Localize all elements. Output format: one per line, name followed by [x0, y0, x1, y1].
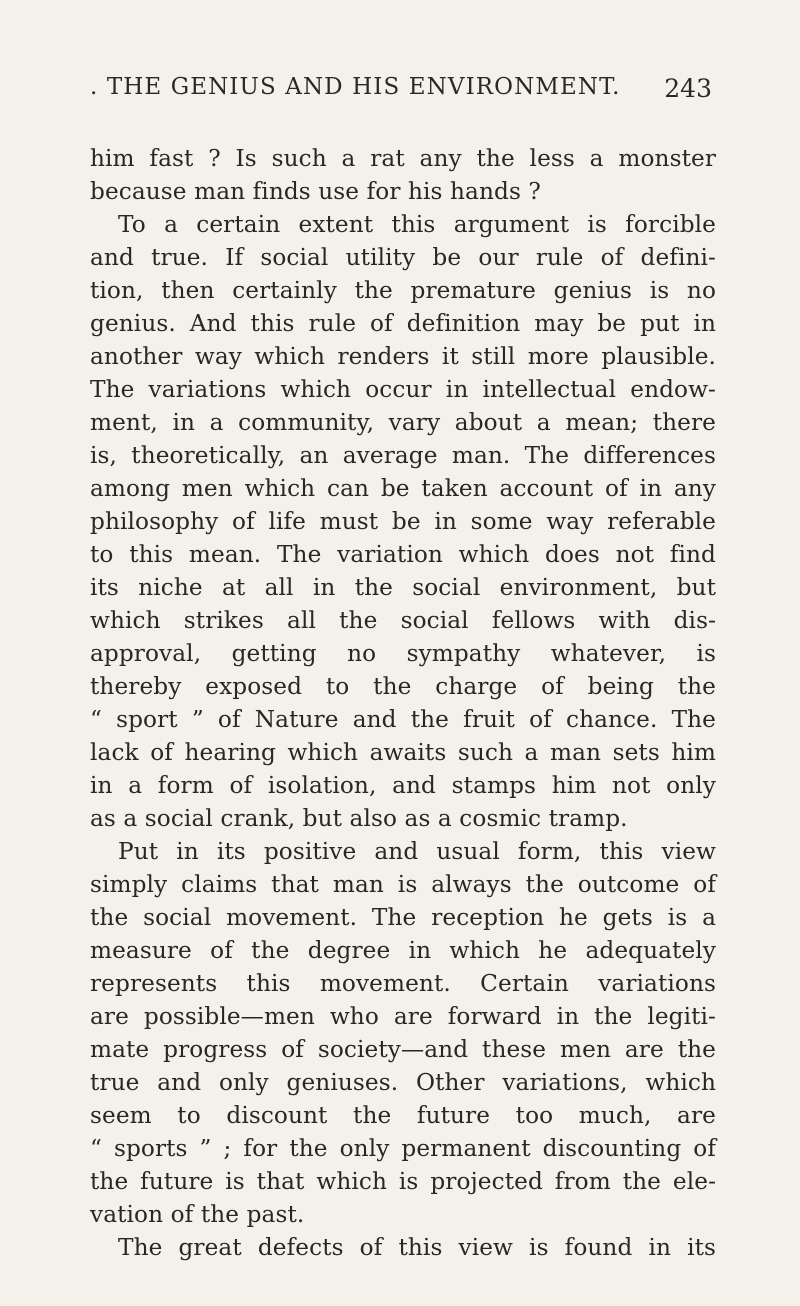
- text-line: which strikes all the social fellows with dis-: [90, 607, 716, 634]
- text-line: because man finds use for his hands ?: [90, 178, 541, 205]
- text-line: lack of hearing which awaits such a man sets him: [90, 739, 716, 766]
- text-line: another way which renders it still more plausible.: [90, 343, 716, 370]
- text-line: vation of the past.: [90, 1201, 305, 1228]
- text-line: represents this movement. Certain variations: [90, 970, 716, 997]
- text-line: The great defects of this view is found in its: [118, 1234, 716, 1261]
- text-line: mate progress of society—and these men are the: [90, 1036, 716, 1063]
- running-title: . THE GENIUS AND HIS ENVIRONMENT.: [90, 74, 621, 100]
- text-line: philosophy of life must be in some way referable: [90, 508, 716, 535]
- text-line: its niche at all in the social environment, but: [90, 574, 716, 601]
- text-line: to this mean. The variation which does not find: [90, 541, 716, 568]
- text-line: him fast ? Is such a rat any the less a monster: [90, 145, 716, 172]
- text-line: true and only geniuses. Other variations, which: [90, 1069, 716, 1096]
- body-text: [90, 142, 716, 1264]
- text-line: as a social crank, but also as a cosmic tramp.: [90, 805, 628, 832]
- text-line: “ sport ” of Nature and the fruit of chance. The: [90, 706, 716, 733]
- text-line: genius. And this rule of definition may be put in: [90, 310, 716, 337]
- text-line: tion, then certainly the premature genius is no: [90, 277, 716, 304]
- text-line: are possible—men who are forward in the legiti-: [90, 1003, 716, 1030]
- text-line: among men which can be taken account of in any: [90, 475, 716, 502]
- text-line: the social movement. The reception he gets is a: [90, 904, 716, 931]
- text-line: in a form of isolation, and stamps him not only: [90, 772, 716, 799]
- text-line: approval, getting no sympathy whatever, is: [90, 640, 716, 667]
- text-line: simply claims that man is always the outcome of: [90, 871, 716, 898]
- running-head: [90, 74, 712, 114]
- text-line: and true. If social utility be our rule of defini-: [90, 244, 716, 271]
- text-line: seem to discount the future too much, are: [90, 1102, 716, 1129]
- text-line: measure of the degree in which he adequately: [90, 937, 716, 964]
- text-line: “ sports ” ; for the only permanent discounting of: [90, 1135, 716, 1162]
- text-line: ment, in a community, vary about a mean; there: [90, 409, 716, 436]
- text-line: is, theoretically, an average man. The differences: [90, 442, 716, 469]
- text-line: The variations which occur in intellectual endow-: [90, 376, 716, 403]
- text-line: the future is that which is projected from the ele-: [90, 1168, 716, 1195]
- page-number: 243: [664, 74, 712, 103]
- text-line: Put in its positive and usual form, this view: [118, 838, 716, 865]
- text-line: thereby exposed to the charge of being the: [90, 673, 716, 700]
- text-line: To a certain extent this argument is forcible: [118, 211, 716, 238]
